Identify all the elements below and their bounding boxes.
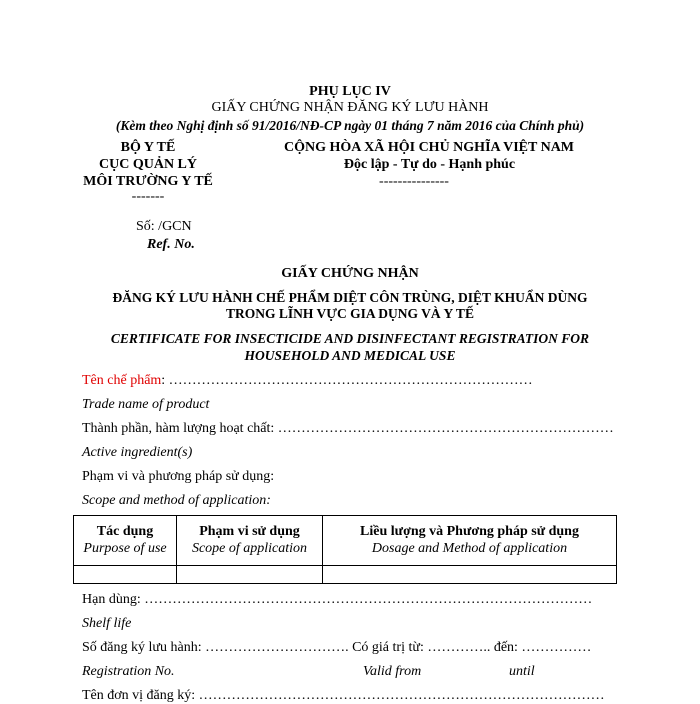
product-name-dots: : …………………………………………………………………… xyxy=(161,373,533,388)
scope-vi: Phạm vi sử dụng xyxy=(199,524,300,540)
scope-method-label-en: Scope and method of application: xyxy=(82,493,271,508)
nation-name: CỘNG HÒA XÃ HỘI CHỦ NGHĨA VIỆT NAM xyxy=(284,140,575,155)
table-header-scope xyxy=(177,516,323,566)
agency-divider: ------- xyxy=(131,189,165,204)
registrant-field: Tên đơn vị đăng ký: …………………………………………………………………………… xyxy=(82,688,605,703)
product-name-field xyxy=(82,373,533,389)
active-ingredients-label: Active ingredient(s) xyxy=(82,445,193,460)
scope-en: Scope of application xyxy=(191,541,308,557)
purpose-en: Purpose of use xyxy=(83,541,167,557)
department-name-2: MÔI TRƯỜNG Y TẾ xyxy=(83,174,213,189)
dosage-en: Dosage and Method of application xyxy=(371,541,568,557)
table-row xyxy=(74,565,617,583)
nation-motto: Độc lập - Tự do - Hạnh phúc xyxy=(343,157,516,172)
nation-divider: --------------- xyxy=(379,174,449,189)
trade-name-label: Trade name of product xyxy=(82,397,210,412)
appendix-title: PHỤ LỤC IV xyxy=(309,84,391,99)
decree-reference: (Kèm theo Nghị định số 91/2016/NĐ-CP ngày 01 tháng 7 năm 2016 của Chính phủ) xyxy=(115,118,585,133)
expiry-field: Hạn dùng: …………………………………………………………………………………… xyxy=(82,592,593,607)
registration-number-field: Số đăng ký lưu hành: …………………………. Có giá trị từ: ………….. đến: …………… xyxy=(82,640,592,655)
certificate-number: Số: /GCN xyxy=(136,219,192,234)
certificate-subtitle-1: ĐĂNG KÝ LƯU HÀNH CHẾ PHẨM DIỆT CÔN TRÙNG, DIỆT KHUẨN DÙNG xyxy=(112,290,588,305)
usage-table xyxy=(73,515,617,584)
certificate-subtitle-2: TRONG LĨNH VỰC GIA DỤNG VÀ Y TẾ xyxy=(226,306,474,321)
certificate-title-en-1: CERTIFICATE FOR INSECTICIDE AND DISINFECTANT REGISTRATION FOR xyxy=(110,331,590,346)
certificate-title: GIẤY CHỨNG NHẬN xyxy=(281,266,419,281)
product-name-label: Tên chế phẩm xyxy=(82,373,162,388)
valid-from-label: Valid from xyxy=(363,664,422,679)
scope-method-label-vi: Phạm vi và phương pháp sử dụng: xyxy=(82,469,275,484)
registration-no-label: Registration No. xyxy=(82,664,175,679)
table-cell-dosage xyxy=(323,565,617,583)
ref-number: Ref. No. xyxy=(147,237,195,252)
department-name-1: CỤC QUẢN LÝ xyxy=(99,157,197,172)
ingredients-field: Thành phần, hàm lượng hoạt chất: ……………………………………………………………… xyxy=(82,421,614,436)
table-header-dosage xyxy=(323,516,617,566)
document-type: GIẤY CHỨNG NHẬN ĐĂNG KÝ LƯU HÀNH xyxy=(211,100,489,115)
table-header-row xyxy=(74,516,617,566)
table-cell-purpose xyxy=(74,565,177,583)
shelf-life-label: Shelf life xyxy=(82,616,132,631)
table-header-purpose xyxy=(74,516,177,566)
purpose-vi: Tác dụng xyxy=(96,524,154,540)
ministry-name: BỘ Y TẾ xyxy=(120,140,176,155)
dosage-vi: Liều lượng và Phương pháp sử dụng xyxy=(360,524,579,540)
certificate-title-en-2: HOUSEHOLD AND MEDICAL USE xyxy=(244,348,456,363)
table-cell-scope xyxy=(177,565,323,583)
until-label: until xyxy=(509,664,535,679)
